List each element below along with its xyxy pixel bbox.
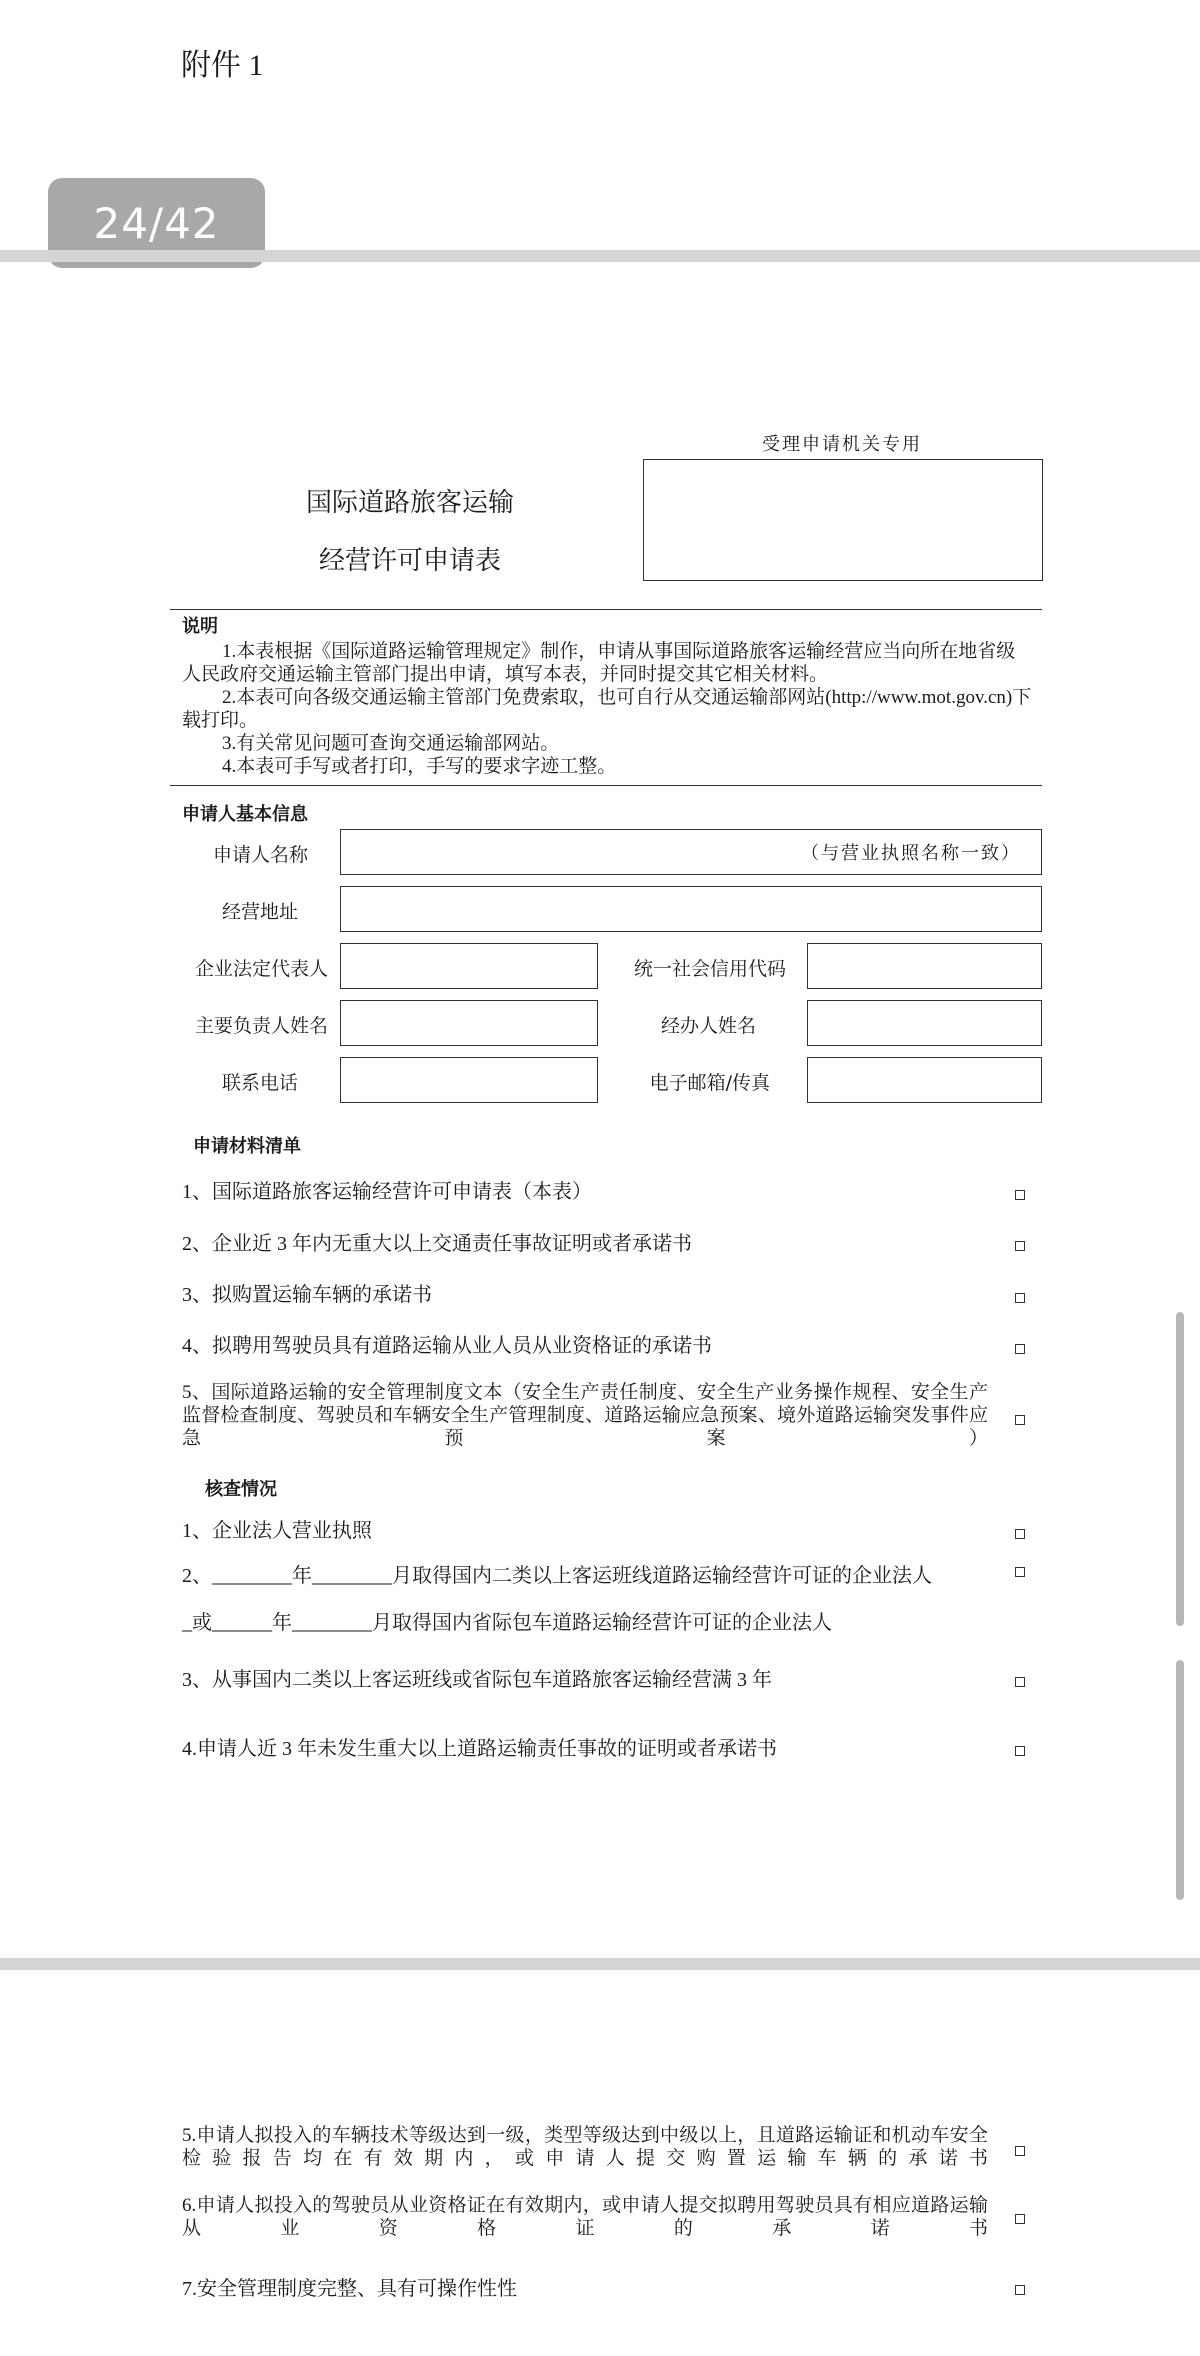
- legal-rep-label: 企业法定代表人: [194, 958, 328, 980]
- check-6-checkbox[interactable]: [1015, 2214, 1025, 2224]
- email-fax-field[interactable]: [807, 1057, 1042, 1103]
- check-item-3: 3、从事国内二类以上客运班线或省际包车道路旅客运输经营满 3 年: [182, 1669, 772, 1691]
- credit-code-label: 统一社会信用代码: [633, 958, 786, 980]
- check-item-1: 1、企业法人营业执照: [182, 1520, 372, 1542]
- form-title-line2: 经营许可申请表: [318, 546, 501, 576]
- material-item-2: 2、企业近 3 年内无重大以上交通责任事故证明或者承诺书: [182, 1233, 692, 1255]
- page-indicator: 24/42: [48, 178, 265, 268]
- note-4: 4.本表可手写或者打印，手写的要求字迹工整。: [222, 756, 617, 777]
- applicant-heading: 申请人基本信息: [182, 804, 308, 825]
- divider: [170, 609, 1042, 610]
- check-3-checkbox[interactable]: [1015, 1677, 1025, 1687]
- page-separator: [0, 1958, 1200, 1970]
- office-use-box: [643, 459, 1043, 581]
- note-1: 1.本表根据《国际道路运输管理规定》制作，申请从事国际道路旅客运输经营应当向所在地省级人民政府交通运输主管部门提出申请，填写本表，并同时提交其它相关材料。: [182, 641, 1016, 685]
- divider: [170, 785, 1042, 786]
- check-7-checkbox[interactable]: [1015, 2285, 1025, 2295]
- check-1-checkbox[interactable]: [1015, 1529, 1025, 1539]
- business-address-label: 经营地址: [221, 901, 298, 923]
- applicant-name-field[interactable]: [340, 829, 1042, 875]
- material-item-3: 3、拟购置运输车辆的承诺书: [182, 1284, 432, 1306]
- handler-field[interactable]: [807, 1000, 1042, 1046]
- page-separator: [0, 250, 1200, 262]
- check-item-5: 5.申请人拟投入的车辆技术等级达到一级，类型等级达到中级以上，且道路运输证和机动车安全检验报告均在有效期内，或申请人提交购置运输车辆的承诺书: [182, 2125, 988, 2169]
- principal-label: 主要负责人姓名: [194, 1015, 328, 1037]
- check-item-7: 7.安全管理制度完整、具有可操作性性: [182, 2278, 517, 2300]
- attachment-label: 附件 1: [181, 49, 264, 82]
- credit-code-field[interactable]: [807, 943, 1042, 989]
- business-address-field[interactable]: [340, 886, 1042, 932]
- principal-field[interactable]: [340, 1000, 598, 1046]
- check-2-checkbox[interactable]: [1015, 1567, 1025, 1577]
- material-item-5: 5、国际道路运输的安全管理制度文本（安全生产责任制度、安全生产业务操作规程、安全生产监督检查制度、驾驶员和车辆安全生产管理制度、道路运输应急预案、境外道路运输突发事件应急预案）: [182, 1382, 988, 1449]
- office-use-caption: 受理申请机关专用: [762, 434, 922, 454]
- scrollbar-thumb[interactable]: [1176, 1312, 1184, 1626]
- notes-list: [182, 640, 1032, 778]
- material-5-checkbox[interactable]: [1015, 1415, 1025, 1425]
- applicant-name-hint: （与营业执照名称一致）: [801, 843, 1021, 863]
- materials-heading: 申请材料清单: [193, 1136, 301, 1157]
- check-item-6: 6.申请人拟投入的驾驶员从业资格证在有效期内，或申请人提交拟聘用驾驶员具有相应道路运输从业资格证的承诺书: [182, 2195, 988, 2239]
- form-title-line1: 国际道路旅客运输: [305, 488, 514, 518]
- check-item-2a: 2、________年________月取得国内二类以上客运班线道路运输经营许可证的企业法人: [182, 1565, 932, 1587]
- material-3-checkbox[interactable]: [1015, 1293, 1025, 1303]
- material-item-1: 1、国际道路旅客运输经营许可申请表（本表）: [182, 1181, 592, 1203]
- material-1-checkbox[interactable]: [1015, 1190, 1025, 1200]
- applicant-name-label: 申请人名称: [212, 844, 308, 866]
- check-5-checkbox[interactable]: [1015, 2146, 1025, 2156]
- check-item-4: 4.申请人近 3 年未发生重大以上道路运输责任事故的证明或者承诺书: [182, 1738, 777, 1760]
- material-item-4: 4、拟聘用驾驶员具有道路运输从业人员从业资格证的承诺书: [182, 1335, 712, 1357]
- check-heading: 核查情况: [205, 1479, 277, 1500]
- material-2-checkbox[interactable]: [1015, 1241, 1025, 1251]
- material-4-checkbox[interactable]: [1015, 1344, 1025, 1354]
- phone-field[interactable]: [340, 1057, 598, 1103]
- phone-label: 联系电话: [221, 1072, 298, 1094]
- legal-rep-field[interactable]: [340, 943, 598, 989]
- scrollbar-track[interactable]: [1176, 1660, 1184, 1900]
- notes-heading: 说明: [182, 616, 218, 637]
- check-4-checkbox[interactable]: [1015, 1746, 1025, 1756]
- handler-label: 经办人姓名: [660, 1015, 756, 1037]
- email-fax-label: 电子邮箱/传真: [649, 1072, 770, 1094]
- check-item-2b: _或______年________月取得国内省际包车道路运输经营许可证的企业法人: [182, 1612, 832, 1634]
- note-2: 2.本表可向各级交通运输主管部门免费索取，也可自行从交通运输部网站(http://www.mot.gov.cn)下载打印。: [182, 687, 1032, 731]
- note-3: 3.有关常见问题可查询交通运输部网站。: [222, 733, 560, 754]
